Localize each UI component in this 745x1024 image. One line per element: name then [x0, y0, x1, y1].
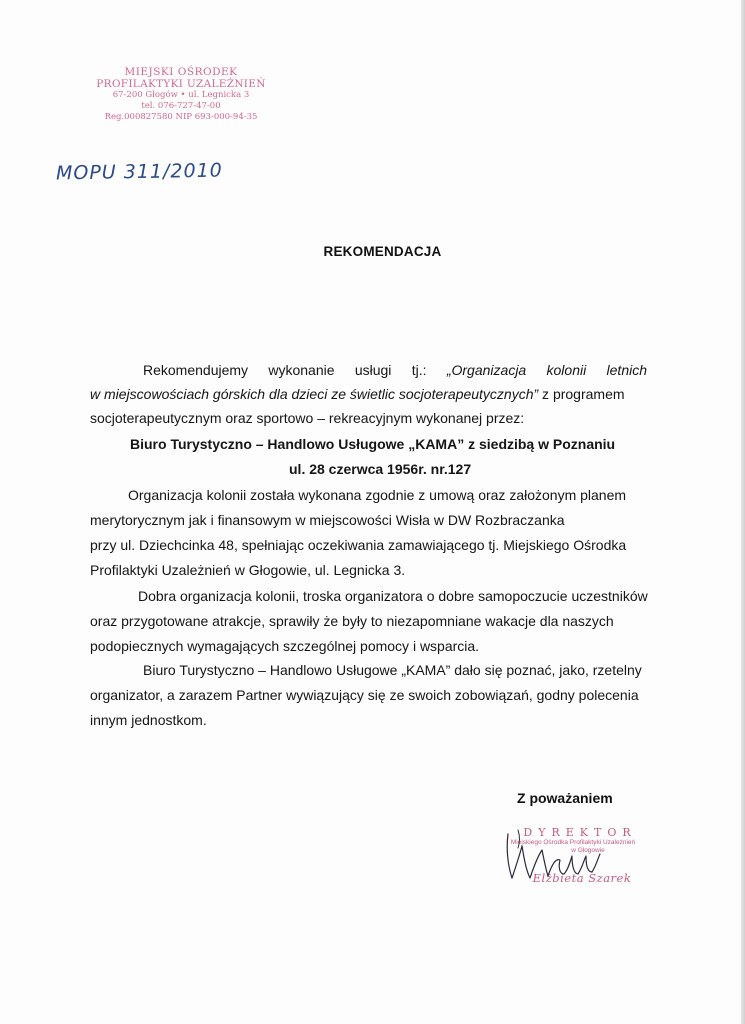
paragraph-1-line-2 — [90, 385, 625, 403]
paragraph-1-line-3: socjoterapeutycznym oraz sportowo – rekreacyjnym wykonanej przez: — [90, 410, 525, 426]
paragraph-2-line-4: Profilaktyki Uzależnień w Głogowie, ul. Legnicka 3. — [90, 562, 406, 578]
handwritten-reference: MOPU 311/2010 — [55, 159, 223, 185]
stamp-line-registry: Reg.000827580 NIP 693-000-94-35 — [104, 112, 258, 122]
stamp-line-2: PROFILAKTYKI UZALEŻNIEŃ — [96, 78, 266, 90]
document-title — [0, 244, 745, 259]
signature-stroke — [507, 834, 600, 878]
paragraph-1-italic-cont: w miejscowościach górskich dla dzieci ze świetlic socjoterapeutycznych” — [90, 386, 539, 402]
director-stamp-title: DYREKTOR — [523, 826, 637, 839]
director-name: Elżbieta Szarek — [532, 871, 632, 885]
paragraph-2-line-1: Organizacja kolonii została wykonana zgodnie z umową oraz założonym planem — [128, 487, 627, 503]
closing-greeting: Z poważaniem — [517, 790, 613, 806]
paragraph-1-line-1 — [90, 361, 647, 379]
paragraph-1-after-italic: z programem — [538, 386, 625, 402]
paragraph-4-line-2: organizator, a zarazem Partner wywiązujący się ze swoich zobowiązań, godny polecenia — [90, 687, 639, 703]
document-title-text: REKOMENDACJA — [323, 244, 442, 259]
handwritten-signature — [498, 826, 618, 890]
signature-flourish — [518, 830, 520, 848]
page-edge-shadow — [741, 0, 745, 1024]
stamp-line-address: 67-200 Głogów • ul. Legnicka 3 — [112, 90, 250, 100]
paragraph-3-line-2: oraz przygotowane atrakcje, sprawiły że były to niezapomniane wakacje dla naszych — [90, 613, 614, 629]
paragraph-1-lead: Rekomendujemy wykonanie usługi tj.: — [143, 362, 427, 378]
paragraph-3-line-1: Dobra organizacja kolonii, troska organizatora o dobre samopoczucie uczestników — [138, 588, 648, 604]
director-stamp-subtitle: Miejskiego Ośrodka Profilaktyki Uzależnień — [510, 839, 636, 846]
paragraph-2-line-2: merytorycznym jak i finansowym w miejscowości Wisła w DW Rozbraczanka — [90, 512, 565, 528]
paragraph-4-line-3: innym jednostkom. — [90, 712, 207, 728]
paragraph-3-line-3: podopiecznych wymagających szczególnej pomocy i wsparcia. — [90, 638, 480, 654]
stamp-line-1: MIEJSKI OŚRODEK — [124, 66, 238, 78]
paragraph-1-italic-start: „Organizacja kolonii letnich — [446, 362, 648, 378]
director-stamp-subtitle-2: w Głogowie — [571, 847, 605, 854]
institution-stamp — [96, 66, 266, 123]
stamp-line-phone: tel. 076-727-47-00 — [141, 101, 221, 111]
company-address: ul. 28 czerwca 1956r. nr.127 — [289, 461, 472, 477]
company-name: Biuro Turystyczno – Handlowo Usługowe „KAMA” z siedzibą w Poznaniu — [130, 436, 616, 452]
paragraph-4-line-1: Biuro Turystyczno – Handlowo Usługowe „KAMA” dało się poznać, jako, rzetelny — [143, 662, 642, 678]
paragraph-2-line-3: przy ul. Dziechcinka 48, spełniając oczekiwania zamawiającego tj. Miejskiego Ośrodka — [90, 537, 627, 553]
